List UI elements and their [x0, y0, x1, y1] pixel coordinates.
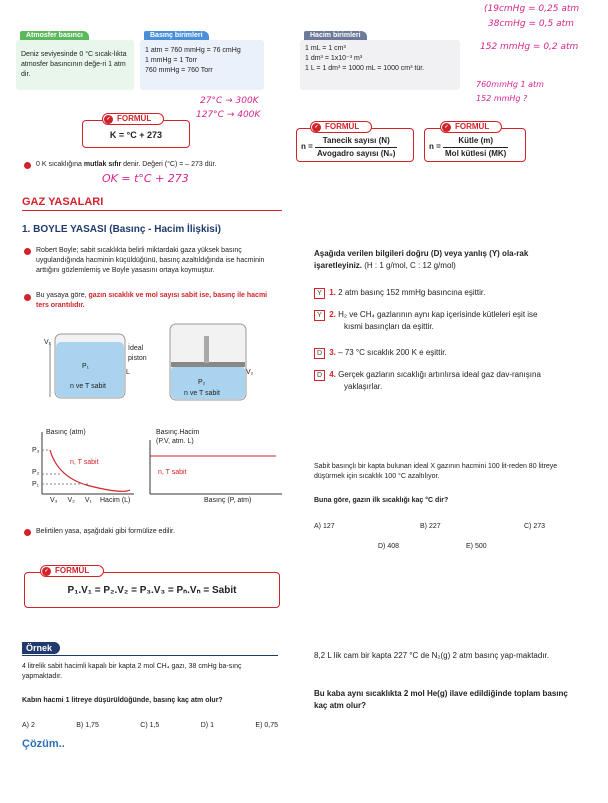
option-c[interactable]: C) 1,5	[140, 722, 160, 729]
graph2-ylabel2: (P.V, atm. L)	[156, 438, 194, 445]
option-a[interactable]: A) 2	[22, 722, 35, 729]
tf-item-3: D 3. – 73 °C sıcaklık 200 K e eşittir.	[314, 347, 564, 359]
cyl2-piston: İdeal piston	[128, 345, 147, 363]
cozum-label: Çözüm..	[22, 738, 65, 750]
graph1-label: n, T sabit	[70, 459, 99, 466]
formula-icon: ✓	[312, 123, 321, 132]
tf-mark-box[interactable]: D	[314, 370, 325, 381]
tf-intro: Aşağıda verilen bilgileri doğru (D) veya yanlış (Y) ola-rak işaretleyiniz. (H : 1 g/mol, C : 12 g/mol)	[314, 249, 529, 270]
q2-text: 8,2 L lik cam bir kapta 227 °C de N₂(g) 2 atm basınç yap-maktadır.	[314, 651, 549, 660]
option-d[interactable]: D) 1	[200, 722, 214, 729]
hacim-box-title: Hacim birimleri	[304, 31, 367, 40]
graph1-ytick-2: P₂	[32, 469, 40, 476]
q1-text: Sabit basınçlı bir kapta bulunan ideal X gazının hacmini 100 lit-reden 80 litreye düşürmek için sıcaklık 100 °C azaltılıyor.	[314, 463, 558, 481]
bullet-icon	[24, 529, 31, 536]
tf-item-1: Y 1. 2 atm basınç 152 mmHg basıncına eşittir.	[314, 287, 564, 299]
atm-box-title: Atmosfer basıncı	[20, 31, 89, 40]
section-divider	[22, 210, 282, 211]
formula-n1-box	[296, 128, 414, 162]
cyl2-nt: n ve T sabit	[184, 390, 220, 397]
formula-icon: ✓	[104, 115, 113, 124]
q1-question: Buna göre, gazın ilk sıcaklığı kaç °C dir?	[314, 497, 449, 504]
tf-item-4: D 4. Gerçek gazların sıcaklığı artırılırsa ideal gaz dav-ranışına yaklaşırlar.	[314, 369, 552, 393]
bullet-icon	[24, 248, 31, 255]
formula-n1-num: Tanecik sayısı (N)	[315, 135, 397, 148]
option-e[interactable]: E) 0,75	[255, 722, 278, 729]
formula-n1-lhs: n =	[301, 142, 313, 152]
hacim-line-1: 1 mL = 1 cm³	[305, 45, 346, 52]
formula-n2-box	[424, 128, 526, 162]
hacim-box	[300, 32, 460, 90]
cyl2-v: V₂	[246, 369, 254, 376]
basinc-line-2: 1 mmHg = 1 Torr	[145, 57, 198, 65]
q1-option-d[interactable]: D) 408	[378, 543, 400, 550]
formula-n2-num: Kütle (m)	[443, 135, 508, 148]
boyle-p3: Belirtilen yasa, aşağıdaki gibi formülize edilir.	[36, 528, 175, 535]
hacim-line-3: 1 L = 1 dm³ = 1000 mL = 1000 cm³ tür.	[305, 65, 425, 73]
tf-mark-box[interactable]: Y	[314, 310, 325, 321]
graph1-xlabel: Hacim (L)	[100, 497, 131, 504]
boyle-formula-box	[24, 572, 280, 608]
mutlak-sifir-text: 0 K sıcaklığına mutlak sıfır denir. Değeri (°C) = – 273 dür.	[36, 161, 217, 168]
cyl2-p: P₂	[198, 379, 206, 386]
tf-mark-box[interactable]: Y	[314, 288, 325, 299]
bullet-icon	[24, 162, 31, 169]
formula-n2-label: ✓ FORMÜL	[440, 121, 502, 133]
basinc-box	[140, 32, 264, 90]
graph1-ytick-1: P₃	[32, 447, 40, 454]
boyle-p2: Bu yasaya göre, gazın sıcaklık ve mol sayısı sabit ise, basınç ile hacmi ters orantılıdır.	[36, 292, 268, 310]
ornek-text: 4 litrelik sabit hacimli kapalı bir kapta 2 mol CH₄ gazı, 38 cmHg ba-sınç yapmaktadır.	[22, 663, 242, 681]
handwriting-6: 27°C → 300K	[200, 96, 259, 106]
q1-option-e[interactable]: E) 500	[466, 543, 487, 550]
handwriting-4: 760mmHg 1 atm	[476, 80, 544, 89]
basinc-line-3: 760 mmHg = 760 Torr	[145, 67, 213, 75]
handwriting-3: 152 mmHg = 0,2 atm	[480, 42, 579, 52]
handwriting-8: OK = t°C + 273	[102, 172, 189, 185]
formula-n1-den: Avogadro sayısı (N₀)	[317, 148, 396, 158]
formula-n1-label: ✓ FORMÜL	[310, 121, 372, 133]
graph1-xticks: V₃ V₂ V₁	[50, 497, 92, 504]
tf-item-2: Y 2. H₂ ve CH₄ gazlarının aynı kap içerisinde kütleleri eşit ise kısmi basınçları da eşittir.	[314, 309, 552, 333]
graph2-label: n, T sabit	[158, 469, 187, 476]
q1-option-a[interactable]: A) 127	[314, 523, 335, 530]
ornek-options	[22, 721, 278, 731]
boyle-formula: P₁.V₁ = P₂.V₂ = P₃.V₃ = Pₙ.Vₙ = Sabit	[67, 585, 237, 596]
graph2-ylabel1: Basınç.Hacim	[156, 429, 200, 436]
bullet-icon	[24, 294, 31, 301]
handwriting-5: 152 mmHg ?	[476, 94, 528, 103]
formula-n2-lhs: n =	[429, 142, 441, 152]
boyle-heading: 1. BOYLE YASASI (Basınç - Hacim İlişkisi)	[22, 224, 221, 235]
tf-mark-box[interactable]: D	[314, 348, 325, 359]
handwriting-1: (19cmHg = 0,25 atm	[484, 4, 580, 14]
q1-option-c[interactable]: C) 273	[524, 523, 546, 530]
ornek-divider	[22, 655, 278, 656]
cyl2-l: L	[126, 369, 130, 376]
graph2-xlabel: Basınç (P, atm)	[204, 497, 252, 504]
handwriting-2: 38cmHg = 0,5 atm	[488, 19, 574, 29]
cyl1-v: V₁	[44, 339, 52, 346]
handwriting-7: 127°C → 400K	[196, 110, 261, 120]
formula-k-label: ✓ FORMÜL	[102, 113, 164, 125]
basinc-line-1: 1 atm = 760 mmHg = 76 cmHg	[145, 47, 241, 54]
section-title: GAZ YASALARI	[22, 196, 104, 208]
cyl1-p: P₁	[82, 363, 90, 370]
hacim-line-2: 1 dm³ = 1x10⁻³ m³	[305, 55, 363, 63]
boyle-p1: Robert Boyle; sabit sıcaklıkta belirli miktardaki gaza yüksek basınç uygulandığında hacminin küçüldüğünü, basınç azaltıldığında ise hacminin arttığını gözlemlemiş ve Boyle yasasını ortaya koymuştur.	[36, 247, 265, 275]
graph1-ylabel: Basınç (atm)	[46, 429, 86, 436]
formula-icon: ✓	[42, 567, 51, 576]
basinc-box-title: Basınç birimleri	[144, 31, 209, 40]
q1-option-b[interactable]: B) 227	[420, 523, 441, 530]
q2-question: Bu kaba aynı sıcaklıkta 2 mol He(g) ilave edildiğinde toplam basınç kaç atm olur?	[314, 689, 568, 710]
ornek-question: Kabın hacmi 1 litreye düşürüldüğünde, basınç kaç atm olur?	[22, 697, 223, 704]
ornek-label: Örnek	[22, 642, 60, 654]
formula-k: K = °C + 273	[109, 130, 163, 140]
atm-box	[16, 32, 134, 90]
cyl1-nt: n ve T sabit	[70, 383, 106, 390]
atm-box-text: Deniz seviyesinde 0 °C sıcak-lıkta atmosfer basıncının değe-ri 1 atm dir.	[21, 51, 127, 79]
option-b[interactable]: B) 1,75	[76, 722, 99, 729]
formula-n2-den: Mol kütlesi (MK)	[445, 148, 507, 158]
formula-icon: ✓	[442, 123, 451, 132]
boyle-formula-label: ✓ FORMÜL	[40, 565, 104, 577]
graph1-ytick-3: P₁	[32, 481, 40, 488]
